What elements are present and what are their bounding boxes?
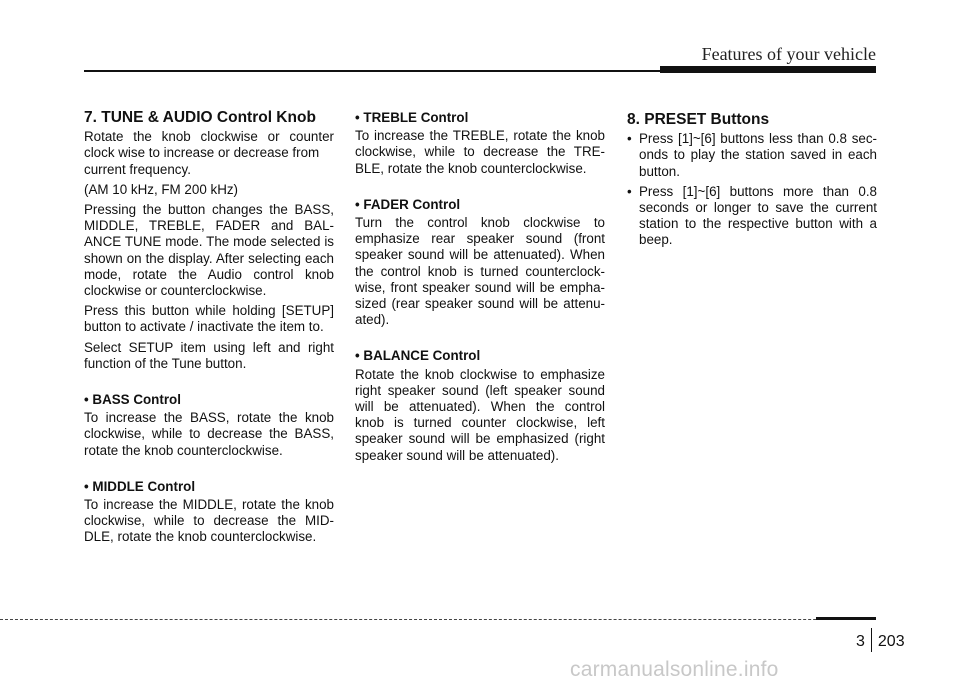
page-number-value: 203 (877, 633, 905, 650)
fader-text: Turn the control knob clockwise to emphasize rear speaker sound (front speaker sound will be attenuated). When the control knob is turned counterclock-wise, front speaker sound will be empha-sized (rear speaker sound will be attenu-ated). (355, 215, 605, 328)
balance-title: • BALANCE Control (355, 348, 481, 364)
treble-title: • TREBLE Control (355, 110, 469, 125)
column-1 (84, 110, 334, 550)
column-3 (627, 112, 877, 253)
paragraph: Press this button while holding [SETUP] button to activate / inactivate the item to. (84, 303, 334, 335)
paragraph: Pressing the button changes the BASS, MIDDLE, TREBLE, FADER and BAL-ANCE TUNE mode. The mode selected is shown on the display. After selecting each mode, rotate the Audio control knob clockwise or counterclockwise. (84, 202, 334, 299)
bass-title: • BASS Control (84, 392, 181, 408)
paragraph: Select SETUP item using left and right function of the Tune button. (84, 339, 334, 371)
header-rule-accent (660, 66, 876, 73)
balance-text: Rotate the knob clockwise to emphasize right speaker sound (left speaker sound will be attenuated). When the control knob is turned counter clockwise, left speaker sound will be emphasized (right speaker sound will be attenuated). (355, 366, 605, 463)
treble-text: To increase the TREBLE, rotate the knob clockwise, while to decrease the TRE-BLE, rotate the knob counterclockwise. (355, 128, 605, 176)
footer-rule (0, 619, 876, 620)
bass-text: To increase the BASS, rotate the knob clockwise, while to decrease the BASS, rotate the knob counterclockwise. (84, 410, 334, 458)
page-number (856, 628, 905, 651)
list-item: • Press [1]~[6] buttons less than 0.8 sec-onds to play the station saved in each button. (627, 131, 877, 179)
footer-rule-accent (816, 617, 876, 620)
paragraph: Rotate the knob clockwise or counter clock wise to increase or decrease from (84, 129, 334, 161)
paragraph: (AM 10 kHz, FM 200 kHz) (84, 181, 239, 197)
watermark: carmanualsonline.info (570, 658, 779, 681)
middle-title: • MIDDLE Control (84, 478, 196, 494)
bullet-icon: • (627, 183, 632, 199)
middle-text: To increase the MIDDLE, rotate the knob clockwise, while to decrease the MID-DLE, rotate the knob counterclockwise. (84, 497, 334, 545)
section-heading-preset: 8. PRESET Buttons (627, 111, 770, 128)
section-number: 3 (856, 633, 865, 650)
paragraph: current frequency. (84, 161, 191, 177)
section-heading-tune: 7. TUNE & AUDIO Control Knob (84, 109, 316, 126)
fader-title: • FADER Control (355, 196, 461, 212)
bullet-icon: • (627, 131, 632, 147)
header-title: Features of your vehicle (701, 44, 876, 64)
list-item: • Press [1]~[6] buttons more than 0.8 seconds or longer to save the current station to the respective button with a beep. (627, 183, 877, 248)
column-2 (355, 110, 605, 468)
